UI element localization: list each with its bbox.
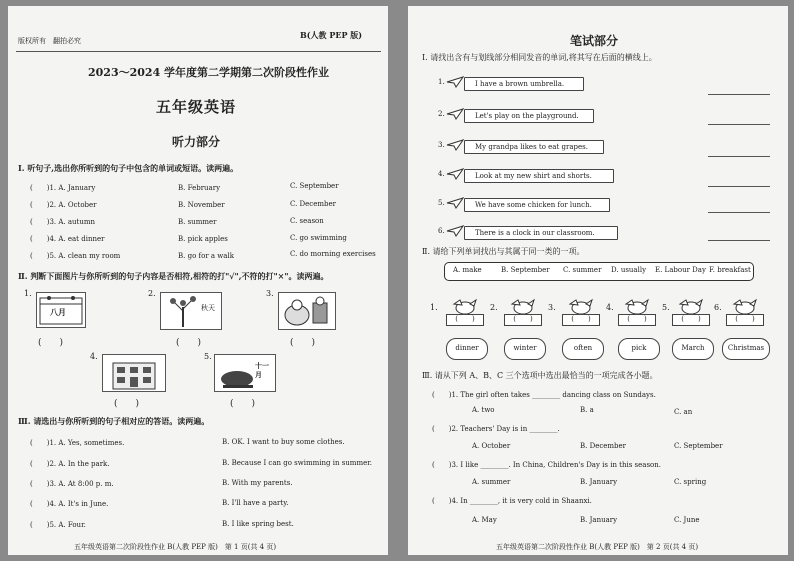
part3-option-a[interactable]: ( )1. A. Yes, sometimes. [30, 439, 125, 447]
word-cloud: winter [504, 338, 546, 360]
choice-a[interactable]: A. two [472, 406, 495, 414]
part1-option-c[interactable]: C. do morning exercises [290, 250, 376, 258]
calendar-month-text: 八月 [50, 307, 66, 317]
pic3-number: 3. [266, 289, 274, 298]
left-page [8, 6, 388, 555]
word-option: B. September [501, 266, 550, 274]
sentence-number: 6. [438, 227, 445, 235]
part1-option-a[interactable]: ( )4. A. eat dinner [30, 235, 105, 243]
bird-icon [508, 298, 538, 314]
paper-plane-icon [446, 197, 464, 209]
answer-box[interactable]: ( ) [446, 314, 484, 326]
month-text: 十一月 [255, 361, 269, 379]
answer-line[interactable] [708, 240, 770, 241]
bird-icon [450, 298, 480, 314]
word-cloud: dinner [446, 338, 488, 360]
part1-option-a[interactable]: ( )3. A. autumn [30, 218, 96, 226]
answer-line[interactable] [708, 124, 770, 125]
part1-option-a[interactable]: ( )5. A. clean my room [30, 252, 121, 260]
answer-box[interactable]: ( ) [618, 314, 656, 326]
paper-plane-icon [446, 168, 464, 180]
choice-a[interactable]: A. summer [472, 478, 511, 486]
edition-label: B(人教 PEP 版) [300, 30, 363, 40]
question-text: ( )2. Teachers' Day is in ________. [432, 425, 560, 433]
sentence-box: Look at my new shirt and shorts. [464, 169, 614, 183]
word-option: A. make [453, 266, 482, 274]
choice-c[interactable]: C. spring [674, 478, 707, 486]
written-section-title: 笔试部分 [570, 34, 619, 48]
choice-c[interactable]: C. an [674, 408, 693, 416]
pic2-number: 2. [148, 289, 156, 298]
right-page-footer: 五年级英语第二次阶段性作业 B(人教 PEP 版) 第 2 页(共 4 页) [496, 543, 699, 551]
pic1-answer-blank[interactable]: ( ) [38, 338, 64, 348]
building-picture [102, 354, 166, 392]
question-text: ( )3. I like ________. In China, Children's Day is in this season. [432, 461, 662, 469]
sentence-number: 1. [438, 78, 445, 86]
children-playing-picture [278, 292, 336, 330]
autumn-tree-picture [160, 292, 222, 330]
answer-box[interactable]: ( ) [672, 314, 710, 326]
choice-b[interactable]: B. January [580, 478, 618, 486]
item-number: 6. [714, 303, 722, 312]
part1-option-b[interactable]: B. November [178, 201, 225, 209]
part3-option-b[interactable]: B. I like spring best. [222, 520, 294, 528]
sentence-number: 2. [438, 110, 445, 118]
answer-box[interactable]: ( ) [504, 314, 542, 326]
copyright-notice: 版权所有 翻拍必究 [18, 37, 81, 45]
item-number: 3. [548, 303, 556, 312]
part1-option-b[interactable]: B. go for a walk [178, 252, 234, 260]
choice-a[interactable]: A. May [472, 516, 497, 524]
answer-line[interactable] [708, 186, 770, 187]
pic1-number: 1. [24, 289, 32, 298]
right-page [408, 6, 788, 555]
item-number: 5. [662, 303, 670, 312]
part3-option-b[interactable]: B. I'll have a party. [222, 499, 289, 507]
part3-option-b[interactable]: B. Because I can go swimming in summer. [222, 459, 373, 467]
part1-option-b[interactable]: B. summer [178, 218, 217, 226]
part1-option-a[interactable]: ( )1. A. January [30, 184, 96, 192]
answer-line[interactable] [708, 156, 770, 157]
item-number: 4. [606, 303, 614, 312]
pic3-answer-blank[interactable]: ( ) [290, 338, 316, 348]
sentence-box: My grandpa likes to eat grapes. [464, 140, 604, 154]
sentence-box: Let's play on the playground. [464, 109, 594, 123]
part1-option-c[interactable]: C. September [290, 182, 339, 190]
item-number: 1. [430, 303, 438, 312]
pic4-number: 4. [90, 352, 98, 361]
sentence-box: We have some chicken for lunch. [464, 198, 610, 212]
pic5-answer-blank[interactable]: ( ) [230, 399, 256, 409]
answer-line[interactable] [708, 94, 770, 95]
word-option: C. summer [563, 266, 602, 274]
part3-option-b[interactable]: B. OK. I want to buy some clothes. [222, 438, 345, 446]
part1-heading: Ⅰ. 听句子,选出你所听到的句子中包含的单词或短语。读两遍。 [18, 163, 239, 173]
paper-plane-icon [446, 225, 464, 237]
part2-heading: Ⅱ. 判断下面图片与你所听到的句子内容是否相符,相符的打"√",不符的打"×"。读两遍。 [18, 271, 329, 281]
part1-option-c[interactable]: C. season [290, 217, 324, 225]
choice-a[interactable]: A. October [472, 442, 511, 450]
part1-option-c[interactable]: C. December [290, 200, 336, 208]
pic4-answer-blank[interactable]: ( ) [114, 399, 140, 409]
item-number: 2. [490, 303, 498, 312]
word-option: D. usually [611, 266, 647, 274]
answer-box[interactable]: ( ) [562, 314, 600, 326]
subject-title: 五年级英语 [156, 98, 237, 116]
part1-option-c[interactable]: C. go swimming [290, 234, 347, 242]
part3-option-a[interactable]: ( )5. A. Four. [30, 521, 86, 529]
term-title: 2023～2024 学年度第二学期第二次阶段性作业 [88, 66, 330, 79]
paper-plane-icon [446, 76, 464, 88]
word-option: F. breakfast [709, 266, 751, 274]
bird-icon [676, 298, 706, 314]
part1-option-b[interactable]: B. pick apples [178, 235, 228, 243]
word-bank [444, 262, 754, 281]
part3-option-b[interactable]: B. With my parents. [222, 479, 293, 487]
pic5-number: 5. [204, 352, 212, 361]
building-icon [103, 355, 165, 391]
listening-section-title: 听力部分 [172, 135, 221, 149]
answer-line[interactable] [708, 212, 770, 213]
part1-option-b[interactable]: B. February [178, 184, 221, 192]
sentence-number: 4. [438, 170, 445, 178]
season-text: 秋天 [201, 304, 215, 312]
part1-option-a[interactable]: ( )2. A. October [30, 201, 97, 209]
answer-box[interactable]: ( ) [726, 314, 764, 326]
calendar-august-picture [36, 292, 86, 328]
november-dinner-picture [214, 354, 276, 392]
header-divider [16, 51, 381, 52]
sentence-box: There is a clock in our classroom. [464, 226, 618, 240]
word-option: E. Labour Day [655, 266, 706, 274]
sentence-number: 3. [438, 141, 445, 149]
r-part2-heading: Ⅱ. 请给下列单词找出与其属于同一类的一项。 [422, 247, 585, 256]
part3-option-a[interactable]: ( )3. A. At 8:00 p. m. [30, 480, 114, 488]
paper-plane-icon [446, 139, 464, 151]
part3-option-a[interactable]: ( )4. A. It's in June. [30, 500, 109, 508]
word-cloud: March [672, 338, 714, 360]
kids-icon [279, 293, 335, 329]
bird-icon [730, 298, 760, 314]
r-part3-heading: Ⅲ. 请从下列 A、B、C 三个选项中选出最恰当的一项完成各小题。 [422, 371, 658, 380]
word-cloud: Christmas [722, 338, 770, 360]
choice-b[interactable]: B. a [580, 406, 594, 414]
question-text: ( )4. In ________, it is very cold in Shaanxi. [432, 497, 592, 505]
part3-option-a[interactable]: ( )2. A. In the park. [30, 460, 110, 468]
part3-heading: Ⅲ. 请选出与你所听到的句子相对应的答语。读两遍。 [18, 416, 210, 426]
sentence-box: I have a brown umbrella. [464, 77, 584, 91]
choice-b[interactable]: B. December [580, 442, 627, 450]
question-text: ( )1. The girl often takes ________ dancing class on Sundays. [432, 391, 656, 399]
bird-icon [566, 298, 596, 314]
word-cloud: pick [618, 338, 660, 360]
word-cloud: often [562, 338, 604, 360]
pic2-answer-blank[interactable]: ( ) [176, 338, 202, 348]
left-page-footer: 五年级英语第二次阶段性作业 B(人教 PEP 版) 第 1 页(共 4 页) [74, 543, 277, 551]
sentence-number: 5. [438, 199, 445, 207]
bird-icon [622, 298, 652, 314]
choice-c[interactable]: C. September [674, 442, 723, 450]
choice-c[interactable]: C. June [674, 516, 700, 524]
paper-plane-icon [446, 108, 464, 120]
choice-b[interactable]: B. January [580, 516, 618, 524]
r-part1-heading: Ⅰ. 请找出含有与划线部分相同发音的单词,将其写在后面的横线上。 [422, 53, 657, 62]
